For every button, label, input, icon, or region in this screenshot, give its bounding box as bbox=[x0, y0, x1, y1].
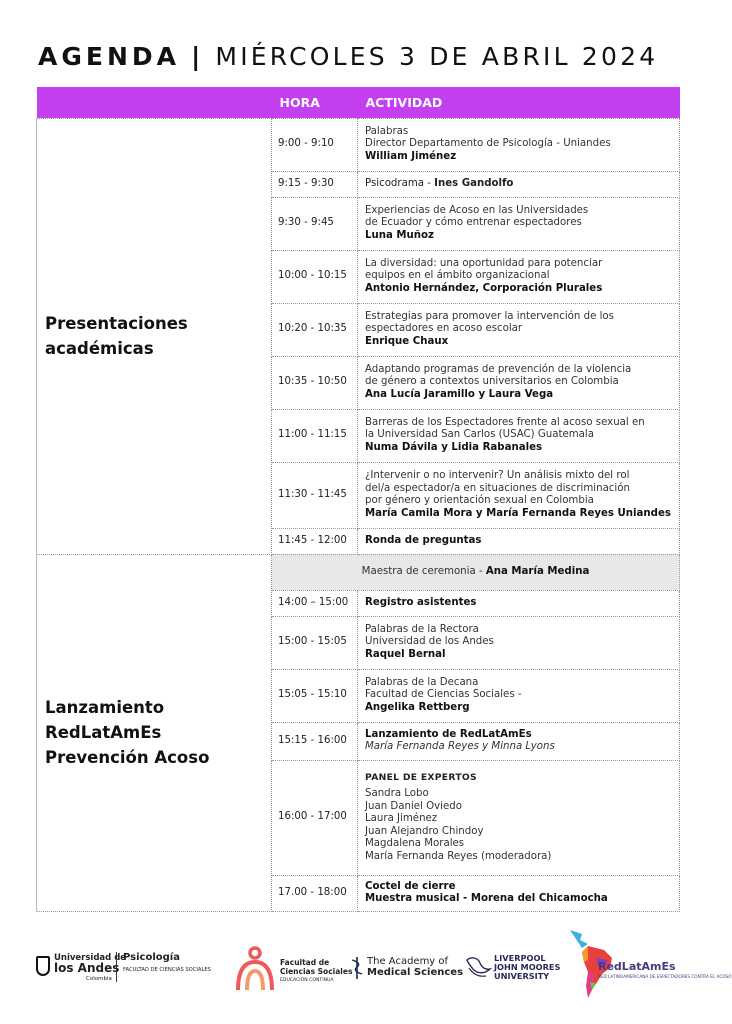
activity-line: La diversidad: una oportunidad para potenciar bbox=[365, 257, 603, 269]
mc-row bbox=[272, 554, 680, 590]
activity-speaker: María Camila Mora y María Fernanda Reyes Uniandes bbox=[365, 507, 671, 519]
activity-speaker: Ana Lucía Jaramillo y Laura Vega bbox=[365, 388, 554, 400]
activity-speaker: Luna Muñoz bbox=[365, 229, 434, 241]
section-title-line: académicas bbox=[45, 339, 154, 358]
logo-text: Psicología bbox=[123, 952, 180, 963]
row-activity bbox=[358, 250, 680, 303]
agenda-table bbox=[36, 87, 680, 912]
panel-member: Juan Daniel Oviedo bbox=[365, 800, 462, 812]
activity-speaker: Ronda de preguntas bbox=[365, 534, 482, 546]
row-time: 10:35 - 10:50 bbox=[272, 356, 358, 409]
row-activity bbox=[358, 197, 680, 250]
figure-icon bbox=[232, 946, 278, 992]
row-time: 10:20 - 10:35 bbox=[272, 303, 358, 356]
mc-text: Maestra de ceremonia - bbox=[361, 565, 486, 577]
logo-uniandes bbox=[36, 953, 127, 1010]
logo-text bbox=[280, 958, 352, 976]
activity-line: de Ecuador y cómo entrenar espectadores bbox=[365, 217, 582, 229]
panel-member: María Fernanda Reyes (moderadora) bbox=[365, 850, 552, 862]
panel-member: Sandra Lobo bbox=[365, 788, 429, 800]
logo-text: RED LATINOAMERICANA DE ESPECTADORES CONTRA EL ACOSO bbox=[598, 974, 732, 979]
activity-line: por género y orientación sexual en Colombia bbox=[365, 495, 594, 506]
activity-speaker: Muestra musical - Morena del Chicamocha bbox=[365, 893, 608, 904]
activity-speaker: Numa Dávila y Lidia Rabanales bbox=[365, 441, 543, 453]
page-title bbox=[38, 42, 688, 71]
mc-name: Ana María Medina bbox=[485, 565, 590, 577]
footer-logos bbox=[30, 940, 732, 1000]
row-time: 10:00 - 10:15 bbox=[272, 250, 358, 303]
logo-text-line: Facultad de bbox=[280, 958, 330, 967]
row-time: 14:00 – 15:00 bbox=[272, 590, 358, 616]
header-empty bbox=[37, 87, 272, 118]
title-date: MIÉRCOLES 3 DE ABRIL 2024 bbox=[215, 42, 659, 71]
activity-text: Psicodrama - bbox=[365, 177, 435, 189]
activity-line: María Fernanda Reyes y Minna Lyons bbox=[365, 741, 555, 752]
caduceus-icon bbox=[350, 956, 364, 980]
row-time: 9:00 - 9:10 bbox=[272, 118, 358, 171]
logo-text: FACULTAD DE CIENCIAS SOCIALES bbox=[123, 967, 211, 973]
logo-text: EDUCACIÓN CONTINUA bbox=[280, 978, 334, 983]
logo-text: The Academy of bbox=[367, 956, 449, 967]
logo-text: RedLatAmEs bbox=[598, 960, 676, 973]
row-activity bbox=[358, 118, 680, 171]
activity-line: de género a contextos universitarios en Colombia bbox=[365, 376, 619, 388]
activity-speaker: Antonio Hernández, Corporación Plurales bbox=[365, 282, 603, 294]
logo-text: los Andes bbox=[54, 961, 120, 975]
row-activity bbox=[358, 528, 680, 554]
activity-line: Adaptando programas de prevención de la violencia bbox=[365, 363, 632, 375]
row-activity bbox=[358, 669, 680, 722]
logo-redlatames bbox=[558, 928, 732, 1002]
activity-speaker: Raquel Bernal bbox=[365, 648, 446, 660]
header-hora: HORA bbox=[279, 94, 320, 110]
logo-academy-medical-sciences bbox=[350, 956, 462, 1012]
logo-text: Colombia bbox=[86, 976, 112, 982]
panel-member: Juan Alejandro Chindoy bbox=[365, 825, 484, 837]
logo-text bbox=[494, 954, 560, 981]
activity-line: Estrategias para promover la intervención de los bbox=[365, 310, 614, 322]
row-activity bbox=[358, 616, 680, 669]
row-time: 11:00 - 11:15 bbox=[272, 409, 358, 462]
panel-heading: PANEL DE EXPERTOS bbox=[365, 771, 477, 783]
activity-line: del/a espectador/a en situaciones de discriminación bbox=[365, 482, 630, 494]
row-activity bbox=[358, 590, 680, 616]
row-time: 15:05 - 15:10 bbox=[272, 669, 358, 722]
logo-liverpool-john-moores bbox=[464, 954, 564, 1010]
row-activity bbox=[358, 303, 680, 356]
panel-member: Magdalena Morales bbox=[365, 838, 465, 850]
row-activity bbox=[358, 760, 680, 875]
logo-text: Universidad de bbox=[54, 953, 127, 963]
row-activity bbox=[358, 356, 680, 409]
table-row bbox=[37, 554, 680, 590]
activity-line: Experiencias de Acoso en las Universidades bbox=[365, 204, 589, 216]
section-title-line: RedLatAmEs bbox=[45, 723, 162, 742]
activity-speaker: Coctel de cierre bbox=[365, 880, 456, 892]
row-activity bbox=[358, 722, 680, 760]
activity-line: Palabras de la Decana bbox=[365, 676, 479, 688]
activity-line: Director Departamento de Psicología - Uniandes bbox=[365, 138, 611, 150]
logo-facultad-ciencias-sociales bbox=[232, 944, 353, 1000]
header-actividad: ACTIVIDAD bbox=[365, 94, 443, 110]
row-time: 9:30 - 9:45 bbox=[272, 197, 358, 250]
row-time: 11:45 - 12:00 bbox=[272, 528, 358, 554]
activity-speaker: Angelika Rettberg bbox=[365, 701, 470, 713]
section-title-line: Presentaciones bbox=[45, 314, 188, 333]
activity-line: Universidad de los Andes bbox=[365, 636, 494, 648]
logo-text-line: UNIVERSITY bbox=[494, 971, 550, 981]
agenda-header bbox=[37, 87, 680, 118]
title-agenda: AGENDA bbox=[38, 42, 180, 71]
row-activity bbox=[358, 409, 680, 462]
section-title-lanzamiento bbox=[37, 554, 272, 911]
activity-line: la Universidad San Carlos (USAC) Guatemala bbox=[365, 429, 594, 441]
activity-line: equipos en el ámbito organizacional bbox=[365, 270, 550, 282]
table-row bbox=[37, 118, 680, 171]
panel-member: Laura Jiménez bbox=[365, 813, 438, 825]
activity-line: Barreras de los Espectadores frente al acoso sexual en bbox=[365, 416, 645, 428]
activity-line: Palabras bbox=[365, 125, 409, 137]
section-title-line: Lanzamiento bbox=[45, 698, 165, 717]
activity-line: ¿Intervenir o no intervenir? Un análisis mixto del rol bbox=[365, 470, 630, 481]
activity-speaker: Lanzamiento de RedLatAmEs bbox=[365, 728, 532, 740]
row-activity bbox=[358, 171, 680, 197]
logo-text-line: Ciencias Sociales bbox=[280, 967, 353, 976]
shield-icon bbox=[36, 956, 50, 976]
row-activity bbox=[358, 875, 680, 911]
title-separator: | bbox=[191, 42, 205, 71]
row-time: 16:00 - 17:00 bbox=[272, 760, 358, 875]
row-time: 17.00 - 18:00 bbox=[272, 875, 358, 911]
activity-speaker: Ines Gandolfo bbox=[434, 177, 514, 189]
section-title-line: Prevención Acoso bbox=[45, 748, 210, 767]
activity-speaker: William Jiménez bbox=[365, 150, 457, 162]
row-time: 9:15 - 9:30 bbox=[272, 171, 358, 197]
logo-text-line: JOHN MOORES bbox=[494, 962, 561, 972]
row-time: 11:30 - 11:45 bbox=[272, 462, 358, 528]
activity-speaker: Registro asistentes bbox=[365, 596, 477, 608]
logo-psicologia bbox=[116, 952, 226, 982]
activity-speaker: Enrique Chaux bbox=[365, 335, 449, 347]
agenda-body bbox=[37, 118, 680, 911]
row-time: 15:15 - 16:00 bbox=[272, 722, 358, 760]
liver-bird-icon bbox=[464, 954, 492, 980]
activity-line: Facultad de Ciencias Sociales - bbox=[365, 689, 522, 701]
row-time: 15:00 - 15:05 bbox=[272, 616, 358, 669]
activity-line: Palabras de la Rectora bbox=[365, 623, 479, 635]
activity-line: espectadores en acoso escolar bbox=[365, 323, 523, 335]
row-activity bbox=[358, 462, 680, 528]
section-title-presentaciones bbox=[37, 118, 272, 554]
logo-text-line: LIVERPOOL bbox=[494, 953, 546, 963]
logo-text: Medical Sciences bbox=[367, 967, 464, 978]
